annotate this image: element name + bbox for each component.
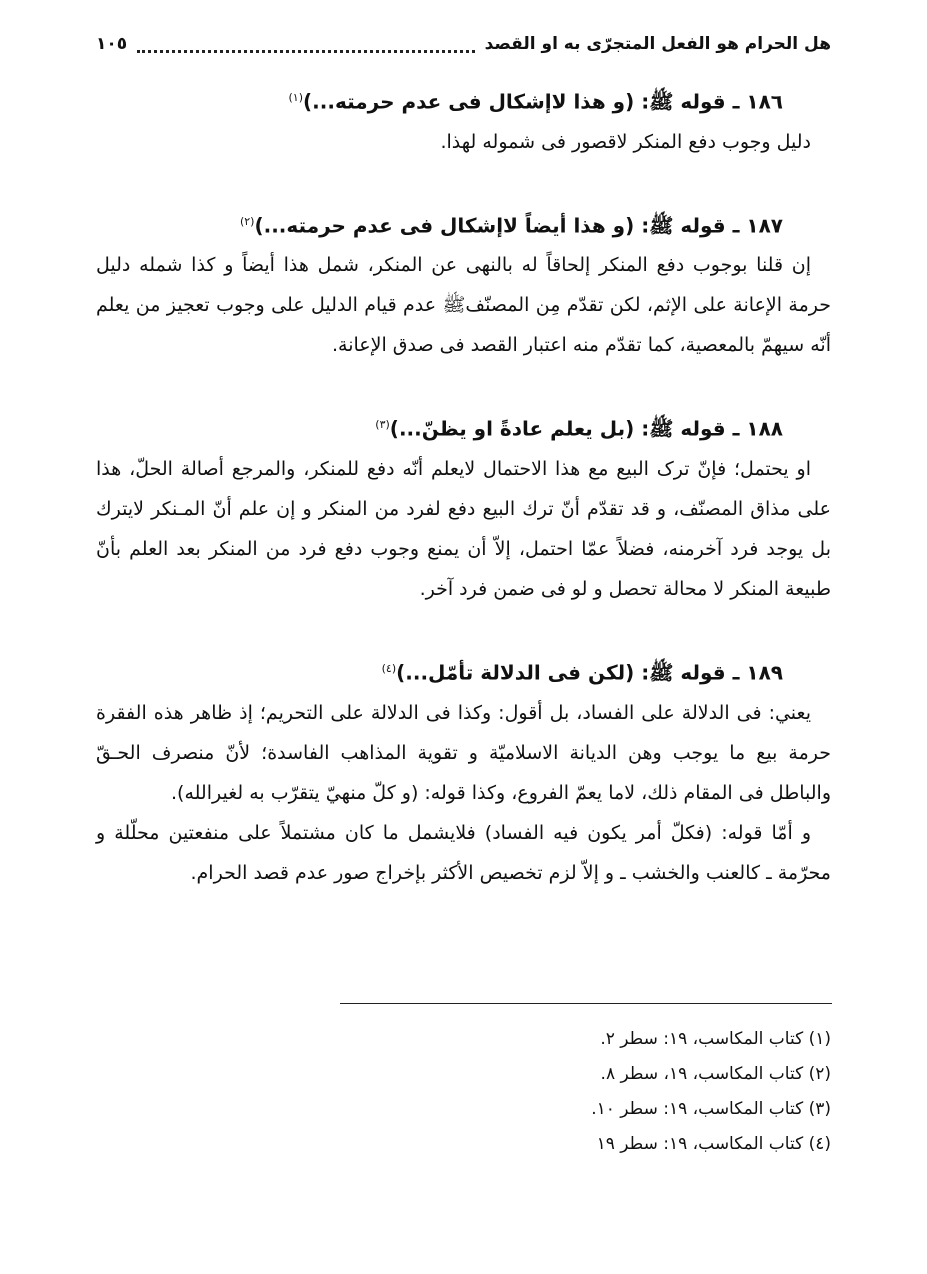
section-188	[96, 405, 831, 609]
section-heading: ١٨٦ ـ قوله ﷺ: (و هذا لاإشكال فى عدم حرمته...)$^{(١)}$	[288, 89, 783, 114]
section-heading: ١٨٩ ـ قوله ﷺ: (لكن فى الدلالة تأمّل...)$^{(٤)}$	[381, 660, 783, 685]
running-title: هل الحرام هو الفعل المتجرّى به او القصد	[484, 34, 831, 54]
paragraph: يعني: فى الدلالة على الفساد، بل أقول: وكذا فى الدلالة على التحريم؛ إذ ظاهر هذه الفقرة حرمة بيع ما يوجب وهن الديانة الاسلاميّة و تقوية المذاهب الفاسدة؛ لأنّ منصرف الحـقّ والباطل فى المقام ذلك، لاما يعمّ الفروع، وكذا قوله: (و كلّ منهيّ يتقرّب به لغيرالله).	[96, 701, 831, 804]
main-text	[96, 78, 831, 933]
section-187	[96, 202, 831, 366]
footnote: (٢) كتاب المكاسب، ١٩، سطر ٨.	[600, 1064, 831, 1084]
footnotes	[331, 1022, 831, 1162]
footnote-marker: (٤)	[381, 661, 397, 675]
running-header	[96, 26, 831, 62]
paragraph: إن قلنا بوجوب دفع المنكر إلحاقاً له بالنهى عن المنكر، شمل هذا أيضاً و كذا شمله دليل حرمة الإعانة على الإثم، لكن تقدّم مِن المصنّفﷺ عدم قيام الدليل على وجوب تعجيز من يعلم أنّه سيهمّ بالمعصية، كما تقدّم منه اعتبار القصد فى صدق الإعانة.	[96, 254, 831, 357]
footnote-marker: (٢)	[239, 214, 255, 228]
footnote: (١) كتاب المكاسب، ١٩: سطر ٢.	[600, 1029, 831, 1049]
footnote-separator	[340, 1003, 832, 1004]
footnote: (٣) كتاب المكاسب، ١٩: سطر ١٠.	[591, 1099, 831, 1119]
paragraph: دليل وجوب دفع المنكر لاقصور فى شموله لهذا.	[440, 130, 811, 153]
footnote-marker: (٣)	[375, 418, 390, 432]
dotted-leader	[137, 36, 474, 53]
paragraph: او يحتمل؛ فإنّ ترک البيع مع هذا الاحتمال لايعلم أنّه دفع للمنكر، والمرجع أصالة الحلّ، هذا على مذاق المصنّف، و قد تقدّم أنّ ترك البيع دفع لفرد من المنكر و إن علم أنّ المـنكر لايترك بل يوجد فرد آخرمنه، فضلاً عمّا احتمل، إلاّ أن يمنع وجوب دفع فرد من المنكر بعد العلم بأنّ طبيعة المنكر لا محالة تحصل و لو فى ضمن فرد آخر.	[96, 457, 831, 600]
section-heading: ١٨٨ ـ قوله ﷺ: (بل يعلم عادةً او يظنّ...)$^{(٣)}$	[375, 416, 783, 441]
paragraph: و أمّا قوله: (فكلّ أمر يكون فيه الفساد) فلايشمل ما كان مشتملاً على منفعتين محلّلة و محرّمة ـ كالعنب والخشب ـ و إلاّ لزم تخصيص الأكثر بإخراج صور عدم قصد الحرام.	[96, 821, 831, 884]
footnote: (٤) كتاب المكاسب، ١٩: سطر ١٩	[596, 1134, 831, 1154]
section-186	[96, 78, 831, 162]
section-heading: ١٨٧ ـ قوله ﷺ: (و هذا أيضاً لاإشكال فى عدم حرمته...)$^{(٢)}$	[239, 213, 783, 238]
footnote-marker: (١)	[288, 91, 304, 104]
section-189	[96, 649, 831, 893]
page-number: ١٠٥	[96, 34, 128, 54]
